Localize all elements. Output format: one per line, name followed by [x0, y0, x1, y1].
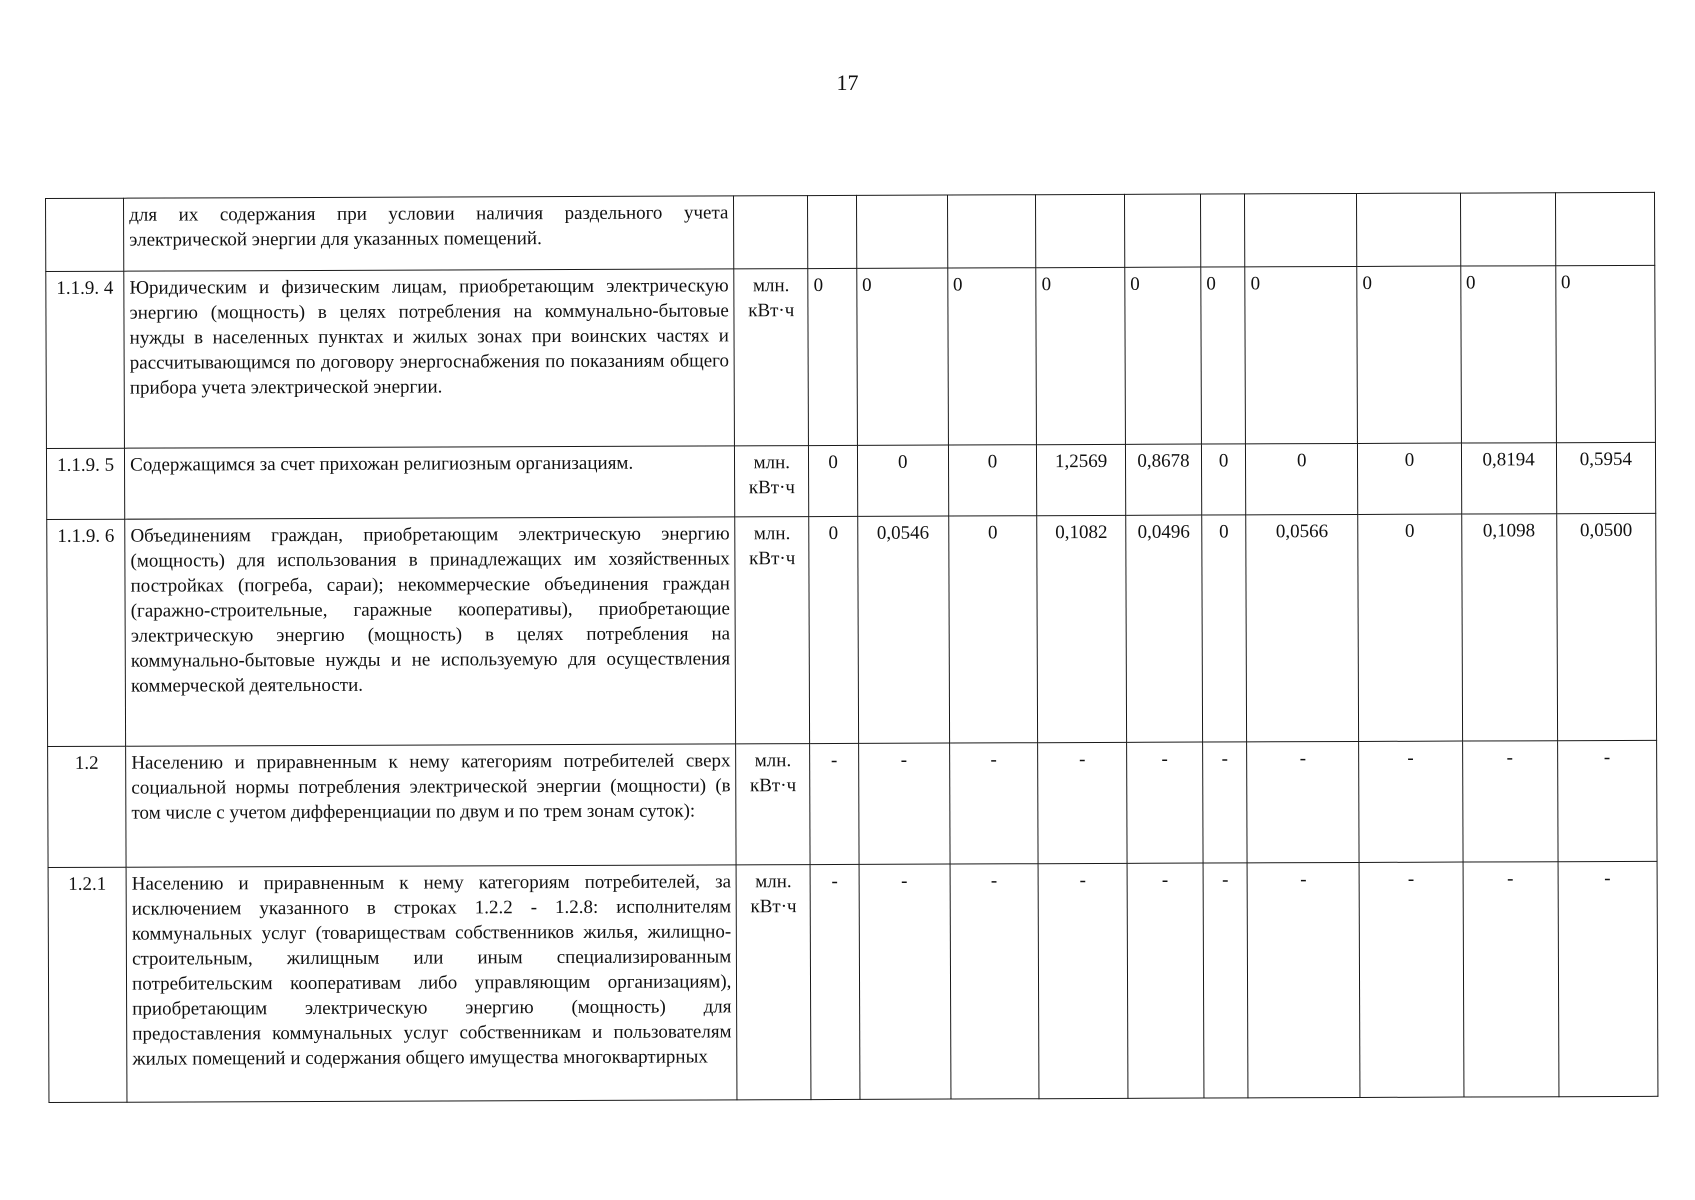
- value-cell: [1555, 192, 1655, 265]
- row-number: 1.2.1: [48, 867, 127, 1102]
- value-cell: 0: [1357, 266, 1461, 443]
- value-cell: -: [858, 743, 949, 864]
- value-cell: 0,0546: [858, 516, 950, 743]
- value-cell: -: [1558, 861, 1658, 1096]
- table-row: [46, 442, 1655, 519]
- value-cell: 0,8194: [1461, 443, 1556, 514]
- row-unit: млн. кВт·ч: [735, 446, 809, 517]
- row-unit: [734, 196, 808, 269]
- value-cell: [856, 195, 947, 268]
- value-cell: -: [810, 864, 859, 1099]
- row-number: [46, 198, 124, 271]
- row-number: 1.1.9. 4: [46, 271, 125, 448]
- table-row: [46, 265, 1656, 448]
- value-cell: 0: [1460, 266, 1556, 443]
- value-cell: 1,2569: [1037, 444, 1126, 515]
- page-number: 17: [836, 70, 859, 95]
- row-description: Содержащимся за счет прихожан религиозным организациям.: [125, 446, 736, 519]
- value-cell: [1124, 194, 1200, 267]
- value-cell: -: [1247, 741, 1359, 862]
- value-cell: 0: [1125, 267, 1202, 444]
- value-cell: 0: [1246, 443, 1358, 514]
- row-description: Юридическим и физическим лицам, приобретающим электрическую энергию (мощность) в целях потребления на коммунально-бытовые нужды в населенных пунктах и жилых зонах при воинских частях и рассчитывающимся по договору энергоснабжения по показаниям общего прибора учета электрической энергии.: [124, 269, 735, 448]
- value-cell: 0,5954: [1556, 442, 1656, 513]
- value-cell: -: [810, 743, 859, 864]
- row-unit: млн. кВт·ч: [736, 865, 811, 1100]
- value-cell: [1036, 194, 1125, 267]
- row-description: Населению и приравненным к нему категориям потребителей сверх социальной нормы потребления электрической энергии (мощности) (в том числе с учетом дифференциации по двум и по трем зонам суток):: [126, 744, 737, 867]
- value-cell: 0: [1201, 444, 1246, 515]
- value-cell: [1357, 193, 1461, 266]
- value-cell: 0,1098: [1461, 514, 1557, 741]
- value-cell: [947, 195, 1036, 268]
- value-cell: -: [859, 864, 951, 1099]
- value-cell: [1200, 194, 1245, 267]
- value-cell: [1460, 193, 1555, 266]
- row-description: Объединениям граждан, приобретающим электрическую энергию (мощность) для использования в принадлежащих им хозяйственных постройках (погреба, сараи); некоммерческие объединения граждан (гаражно-строительные, гаражные кооперативы), приобретающие электрическую энергию (мощность) в целях потребления на коммунально-бытовые нужды и не используемую для осуществления коммерческой деятельности.: [125, 517, 736, 746]
- value-cell: -: [1463, 862, 1559, 1097]
- value-cell: -: [1247, 862, 1360, 1097]
- value-cell: 0,8678: [1125, 444, 1201, 515]
- value-cell: 0: [809, 516, 858, 743]
- value-cell: 0,0566: [1246, 514, 1359, 741]
- row-unit: млн. кВт·ч: [736, 744, 810, 865]
- value-cell: 0: [1245, 266, 1358, 443]
- value-cell: 0: [1358, 514, 1462, 741]
- value-cell: 0: [1036, 267, 1125, 444]
- value-cell: -: [1359, 862, 1463, 1097]
- row-description: для их содержания при условии наличия раздельного учета электрической энергии для указанных помещений.: [124, 196, 735, 271]
- value-cell: 0: [947, 268, 1036, 445]
- value-cell: 0: [808, 268, 857, 445]
- table-row: [47, 513, 1657, 746]
- value-cell: 0: [809, 445, 858, 516]
- value-cell: -: [1359, 741, 1463, 862]
- value-cell: -: [1127, 863, 1204, 1098]
- table-row: [48, 740, 1657, 867]
- row-number: 1.1.9. 6: [47, 519, 126, 746]
- value-cell: 0,0496: [1126, 515, 1203, 742]
- value-cell: -: [1203, 742, 1248, 863]
- value-cell: 0: [1202, 515, 1247, 742]
- row-description: Населению и приравненным к нему категориям потребителей, за исключением указанного в строках 1.2.2 - 1.2.8: исполнителям коммунальных услуг (товариществам собственников жилья, жилищно-строительным, жилищным или иным специализированным потребительским кооперативам либо управляющим организациям), приобретающим электрическую энергию (мощность) для предоставления коммунальных услуг собственникам и пользователям жилых помещений и содержания общего имущества многоквартирных: [126, 865, 737, 1102]
- value-cell: 0: [948, 516, 1038, 743]
- value-cell: [1245, 193, 1357, 266]
- value-cell: -: [950, 864, 1040, 1099]
- row-number: 1.1.9. 5: [46, 448, 124, 519]
- value-cell: -: [1127, 742, 1203, 863]
- value-cell: 0: [948, 445, 1037, 516]
- row-number: 1.2: [48, 746, 127, 867]
- value-cell: -: [1038, 742, 1127, 863]
- value-cell: 0,0500: [1556, 513, 1656, 740]
- table-row: [48, 861, 1658, 1102]
- value-cell: 0: [1358, 443, 1462, 514]
- value-cell: -: [1203, 863, 1248, 1098]
- value-cell: [808, 195, 857, 268]
- value-cell: 0: [1555, 265, 1655, 442]
- value-cell: 0: [857, 268, 948, 445]
- value-cell: -: [1462, 741, 1557, 862]
- value-cell: -: [1038, 863, 1128, 1098]
- value-cell: -: [949, 743, 1038, 864]
- value-cell: 0: [857, 445, 948, 516]
- value-cell: 0,1082: [1037, 515, 1127, 742]
- value-cell: 0: [1201, 267, 1246, 444]
- table-row: [46, 192, 1655, 271]
- row-unit: млн. кВт·ч: [735, 517, 810, 744]
- row-unit: млн. кВт·ч: [734, 269, 809, 446]
- tariff-volume-table: [45, 192, 1658, 1103]
- value-cell: -: [1557, 740, 1657, 861]
